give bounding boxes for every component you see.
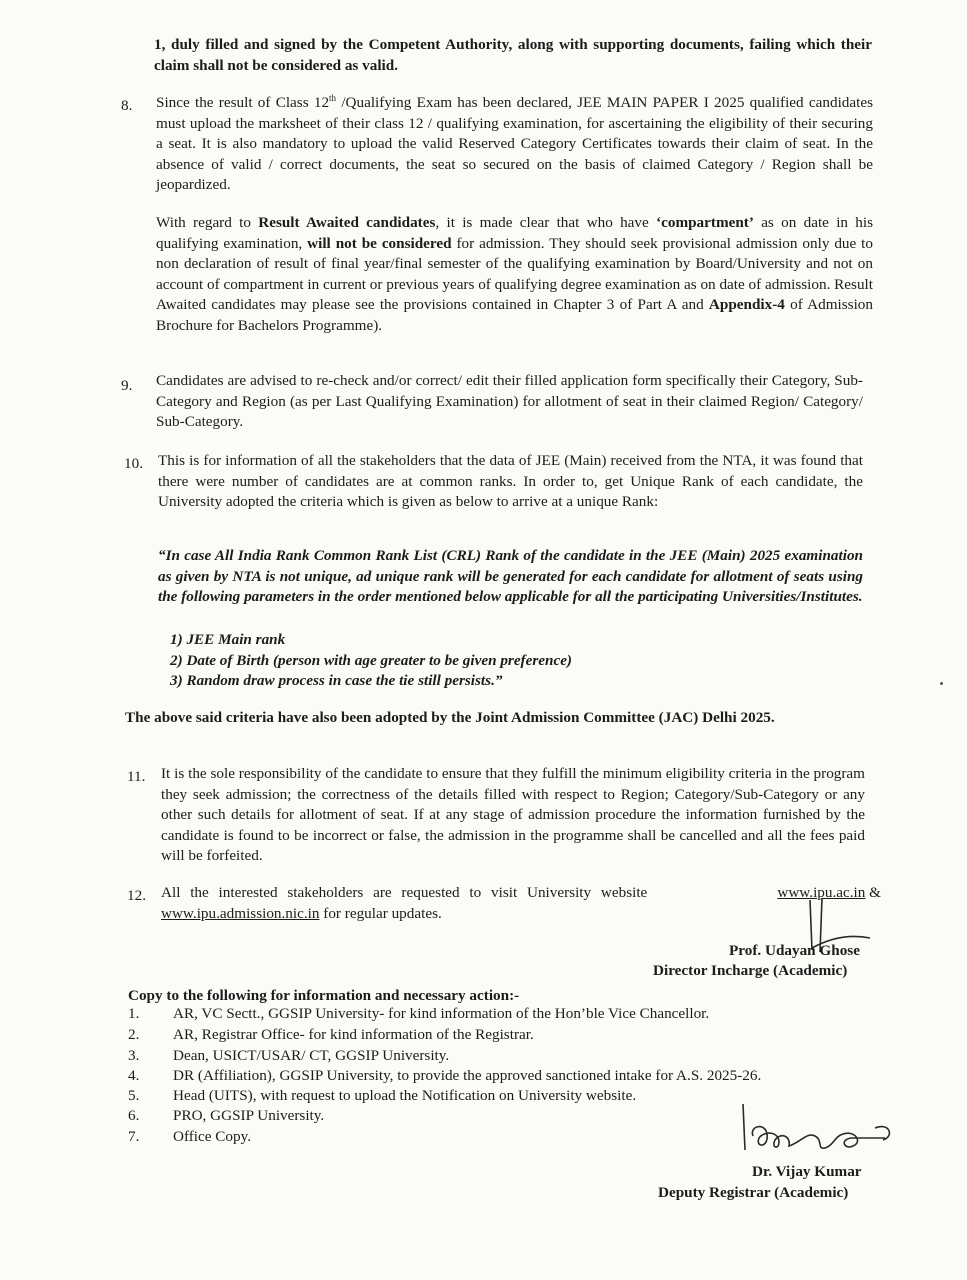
unique-rank-criteria-quote: “In case All India Rank Common Rank List (CRL) Rank of the candidate in the JEE (Main) 2025 examination as given by NTA is not unique, ad unique rank will be generated for each candidate for allotment of seats using the following parameters in the order mentioned below applicable for all the participating Universities/Institutes. <box>158 547 863 606</box>
signatory-1-name: Prof. Udayan Ghose <box>729 942 860 959</box>
item-8-paragraph-1: Since the result of Class 12th /Qualifying Exam has been declared, JEE MAIN PAPER I 2025 qualified candidates must upload the marksheet of their class 12 / qualifying examination, for ascertaining the eligibility of their securing a seat. It is also mandatory to upload the valid Reserved Category Certificates towards their claim of seat. In the absence of valid / correct documents, the seat so secured on the basis of claimed Category / Region shall be jeopardized. <box>156 92 873 194</box>
item-10-number: 10. <box>124 455 143 472</box>
item-9-paragraph: Candidates are advised to re-check and/or correct/ edit their filled application form specifically their Category, Sub-Category and Region (as per Last Qualifying Examination) for allotment of seat in their claimed Region/ Category/ Sub-Category. <box>156 372 863 431</box>
item-8-paragraph-2: With regard to Result Awaited candidates, it is made clear that who have ‘compartment’ as on date in his qualifying examination, will not be considered for admission. They should seek provisional admission only due to non declaration of result of final year/final semester of the qualifying examination by Board/University and not on account of compartment in current or previous years of qualifying degree examination as on date of admission. Result Awaited candidates may please see the provisions contained in Chapter 3 of Part A and Appendix-4 of Admission Brochure for Bachelors Programme). <box>156 214 874 334</box>
signatory-2-name: Dr. Vijay Kumar <box>752 1163 862 1180</box>
signatory-1-title: Director Incharge (Academic) <box>653 962 848 979</box>
scan-speck <box>940 682 943 685</box>
criteria-list <box>170 630 860 692</box>
item-12-number: 12. <box>127 887 146 904</box>
criteria-item: 2) Date of Birth (person with age greater to be given preference) <box>170 651 572 669</box>
admission-website-link[interactable]: www.ipu.admission.nic.in <box>161 904 320 922</box>
item-9-number: 9. <box>121 377 133 394</box>
item-10-paragraph: This is for information of all the stakeholders that the data of JEE (Main) received from the NTA, it was found that there were number of candidates are at common ranks. In order to, get Unique Rank of each candidate, the University adopted the criteria which is given as below to arrive at a unique Rank: <box>158 452 863 511</box>
item-11-paragraph: It is the sole responsibility of the candidate to ensure that they fulfill the minimum eligibility criteria in the program they seek admission; the correctness of the details filled with respect to Region; Category/Sub-Category or any other such details for allotment of seat. If at any stage of admission procedure the information furnished by the candidate is found to be incorrect or false, the admission in the programme shall be cancelled and all the fees paid will be forfeited. <box>161 765 865 865</box>
signature-vijay-kumar <box>735 1092 905 1167</box>
criteria-item: 3) Random draw process in case the tie still persists.” <box>170 672 503 690</box>
university-website-link[interactable]: www.ipu.ac.in <box>777 884 866 901</box>
copy-to-heading: Copy to the following for information and necessary action:- <box>128 987 520 1004</box>
item-8-number: 8. <box>121 97 133 114</box>
continuation-paragraph: 1, duly filled and signed by the Competent Authority, along with supporting documents, failing which their claim shall not be considered as valid. <box>154 36 872 74</box>
signatory-2-title: Deputy Registrar (Academic) <box>658 1184 849 1201</box>
item-12-paragraph: All the interested stakeholders are requested to visit University website www.ipu.ac.in & www.ipu.admission.nic.in for regular updates. <box>161 884 881 922</box>
document-page: 1, duly filled and signed by the Competent Authority, along with supporting documents, failing which their claim shall not be considered as valid. 8. Since the result of Class 12th /Qualifying Exam has been declared, JEE MAIN PAPER I 2025 qualified candidates must upload the marksheet of their class 12 / qualifying examination, for ascertaining the eligibility of their securing a seat. It is also mandatory to upload the valid Reserved Category Certificates towards their claim of seat. In the absence of valid / correct documents, the seat so secured on the basis of claimed Category / Region shall be jeopardized. With regard to Result Awaited candidates, it is made clear that who have ‘compartment’ as on date in his qualifying examination, will not be considered for admission. They should seek provisional admission only due to non declaration of result of final year/final semester of the qualifying examination by Board/University and not on account of compartment in current or previous years of qualifying degree examination as on date of admission. Result Awaited candidates may please see the provisions contained in Chapter 3 of Part A and Appendix-4 of Admission Brochure for Bachelors Programme). 9. Candidates are advised to re-check and/or correct/ edit their filled application form specifically their Category, Sub-Category and Region (as per Last Qualifying Examination) for allotment of seat in their claimed Region/ Category/ Sub-Category. 10. This is for information of all the stakeholders that the data of JEE (Main) received from the NTA, it was found that there were number of candidates are at common ranks. In order to, get Unique Rank of each candidate, the University adopted the criteria which is given as below to arrive at a unique Rank: “In case All India Rank Common Rank List (CRL) Rank of the candidate in the JEE (Main) 2025 examination as given by NTA is not unique, ad unique rank will be generated for each candidate for allotment of seats using the following parameters in the order mentioned below applicable for all the participating Universities/Institutes. 1) JEE Main rank 2) Date of Birth (person with age greater to be given preference) 3) Random draw process in case the tie still persists.” The above said criteria have also been adopted by the Joint Admission Committee (JAC) Delhi 2025. 11. It is the sole responsibility of the candidate to ensure that they fulfill the minimum eligibility criteria in the program they seek admission; the correctness of the details filled with respect to Region; Category/Sub-Category or any other such details for allotment of seat. If at any stage of admission procedure the information furnished by the candidate is found to be incorrect or false, the admission in the programme shall be cancelled and all the fees paid will be forfeited. 12. All the interested stakeholders are requested to visit University website www.ipu.ac.in & www.ipu.admission.nic.in for regular updates. Prof. Udayan Ghose Director Incharge (Academic) Copy to the following for information and necessary action:- 1. AR, VC Sectt., GGSIP University- for kind information of the Hon’ble Vice Chancellor. 2. AR, Registrar Office- for kind information of the Registrar. 3. Dean, USICT/USAR/ CT, GGSIP University. 4. DR (Affiliation), GGSIP University, to provide the approved sanctioned intake for A.S. 2025-26. 5. Head (UITS), with request to upload the Notification on University website. 6. PRO, GGSIP University. 7. Office Copy. Dr. Vijay Kumar Deputy Registrar (Academic) <box>0 0 967 1280</box>
criteria-item: 1) JEE Main rank <box>170 631 286 648</box>
jac-note: The above said criteria have also been adopted by the Joint Admission Committee (JAC) Delhi 2025. <box>125 709 775 726</box>
item-11-number: 11. <box>127 768 146 785</box>
